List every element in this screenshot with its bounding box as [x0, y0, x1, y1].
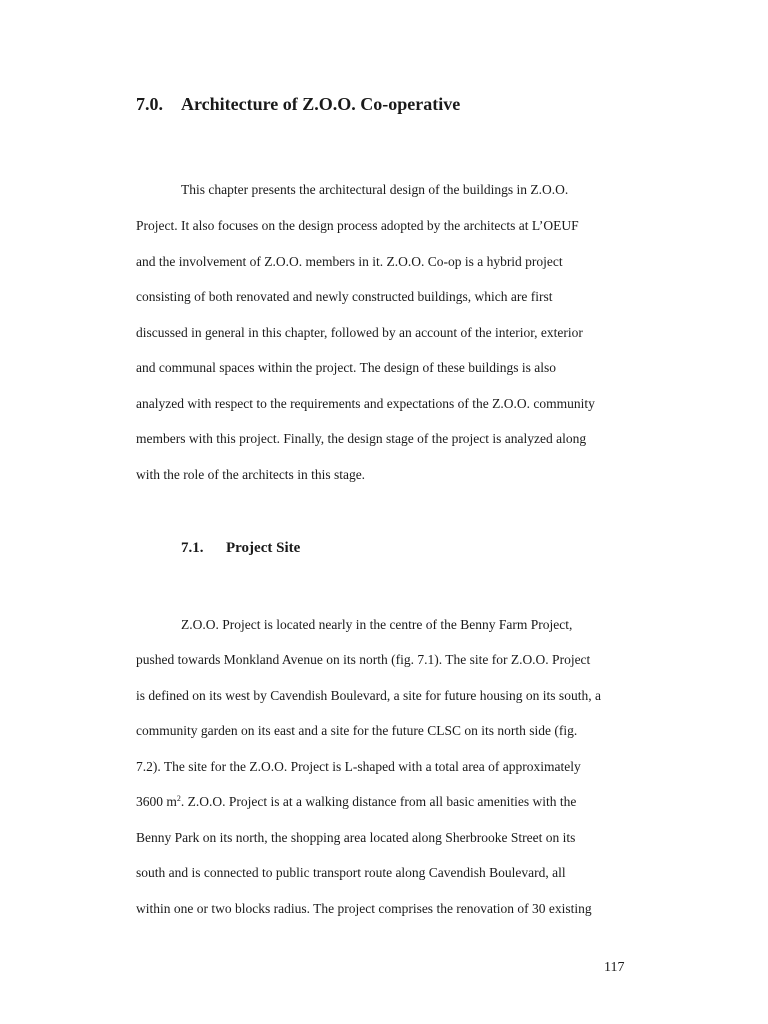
paragraph-line: is defined on its west by Cavendish Boulevard, a site for future housing on its south, a	[136, 688, 601, 703]
paragraph-line: members with this project. Finally, the design stage of the project is analyzed along	[136, 431, 587, 446]
paragraph-line: community garden on its east and a site for the future CLSC on its north side (fig.	[136, 723, 578, 738]
area-value: 3600 m	[136, 794, 177, 809]
paragraph-line: Z.O.O. Project is located nearly in the centre of the Benny Farm Project,	[181, 617, 573, 632]
paragraph-line: Project. It also focuses on the design process adopted by the architects at L’OEUF	[136, 218, 579, 233]
area-line-rest: . Z.O.O. Project is at a walking distance from all basic amenities with the	[180, 794, 577, 809]
subsection-title: Project Site	[226, 540, 301, 556]
section-title: Architecture of Z.O.O. Co-operative	[181, 94, 461, 114]
paragraph-line: This chapter presents the architectural design of the buildings in Z.O.O.	[181, 182, 569, 197]
page-number: 117	[604, 960, 625, 975]
paragraph-line: 7.2). The site for the Z.O.O. Project is L-shaped with a total area of approximately	[136, 759, 581, 774]
section-number: 7.0.	[136, 94, 163, 114]
paragraph-line: and the involvement of Z.O.O. members in it. Z.O.O. Co-op is a hybrid project	[136, 254, 563, 269]
paragraph-line: and communal spaces within the project. The design of these buildings is also	[136, 360, 557, 375]
paragraph-line: analyzed with respect to the requirements and expectations of the Z.O.O. community	[136, 396, 595, 411]
paragraph-line: within one or two blocks radius. The project comprises the renovation of 30 existing	[136, 901, 592, 916]
paragraph-line: pushed towards Monkland Avenue on its north (fig. 7.1). The site for Z.O.O. Project	[136, 652, 591, 667]
paragraph-line: south and is connected to public transport route along Cavendish Boulevard, all	[136, 865, 566, 880]
paragraph-line: consisting of both renovated and newly constructed buildings, which are first	[136, 289, 553, 304]
paragraph-line: Benny Park on its north, the shopping area located along Sherbrooke Street on its	[136, 830, 576, 845]
section-heading	[136, 94, 460, 115]
subsection-heading	[181, 540, 300, 557]
paragraph-line: with the role of the architects in this stage.	[136, 467, 366, 482]
paragraph-line-area	[136, 794, 576, 810]
area-unit-superscript: 2	[176, 794, 181, 803]
paragraph-line: discussed in general in this chapter, followed by an account of the interior, exterior	[136, 325, 583, 340]
subsection-number: 7.1.	[181, 540, 204, 556]
